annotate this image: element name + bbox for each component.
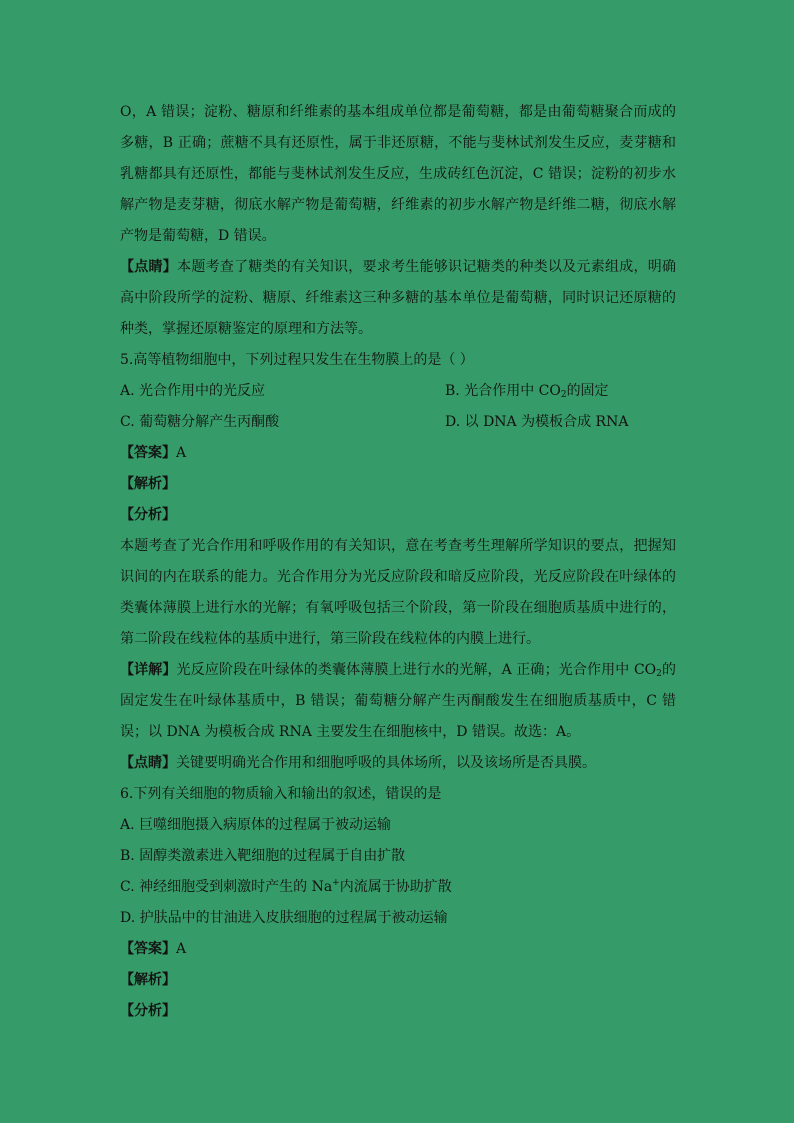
comment-text: 本题考查了糖类的有关知识，要求考生能够识记糖类的种类以及元素组成，明确高中阶段所学的淀粉、糖原、纤维素这三种多糖的基本单位是葡萄糖，同时识记还原糖的种类，掌握还原糖鉴定的原理和方法等。 [120, 259, 677, 337]
q4-explanation-paragraph: O，A 错误；淀粉、糖原和纤维素的基本组成单位都是葡萄糖，都是由葡萄糖聚合而成的多糖，B 正确；蔗糖不具有还原性，属于非还原糖，不能与斐林试剂发生反应，麦芽糖和乳糖都具有还原性，都能与斐林试剂发生反应，生成砖红色沉淀，C 错误；淀粉的初步水解产物是麦芽糖，彻底水解产物是葡萄糖，纤维素的初步水解产物是纤维二糖，彻底水解产物是葡萄糖，D 错误。 [120, 104, 676, 244]
q5-detail [120, 655, 676, 748]
q5-analysis-tag: 【解析】 [120, 476, 176, 492]
q5-fenxi-text: 本题考查了光合作用和呼吸作用的有关知识，意在考查考生理解所学知识的要点，把握知识间的内在联系的能力。光合作用分为光反应阶段和暗反应阶段，光反应阶段在叶绿体的类囊体薄膜上进行水的光解；有氧呼吸包括三个阶段，第一阶段在细胞质基质中进行的，第二阶段在线粒体的基质中进行，第三阶段在线粒体的内膜上进行。 [120, 538, 676, 647]
comment-tag: 【点睛】 [120, 755, 176, 771]
q5-options-row-2 [120, 407, 676, 438]
q6-option-c-tail: 内流属于协助扩散 [339, 879, 452, 895]
answer-value: A [176, 445, 187, 461]
q5-option-d: D. 以 DNA 为模板合成 RNA [445, 414, 629, 430]
document-content [120, 97, 676, 1027]
q4-comment [120, 252, 676, 345]
detail-text: 光反应阶段在叶绿体的类囊体薄膜上进行水的光解，A 正确；光合作用中 CO [176, 662, 657, 678]
superscript-plus: + [332, 878, 340, 888]
q6-answer [120, 934, 676, 965]
q5-fenxi-tag: 【分析】 [120, 507, 176, 523]
subscript-2: 2 [656, 669, 662, 679]
q5-options-row-1 [120, 376, 676, 407]
q5-option-b [445, 376, 676, 407]
detail-tag: 【详解】 [120, 662, 177, 678]
q6-analysis-tag: 【解析】 [120, 972, 176, 988]
q5-option-a: A. 光合作用中的光反应 [120, 383, 266, 399]
answer-value: A [176, 941, 187, 957]
q5-option-c: C. 葡萄糖分解产生丙酮酸 [120, 414, 280, 430]
q6-option-c-text: C. 神经细胞受到刺激时产生的 Na [120, 879, 333, 895]
q5-answer [120, 438, 676, 469]
q6-stem: 6.下列有关细胞的物质输入和输出的叙述，错误的是 [120, 786, 442, 802]
answer-tag: 【答案】 [120, 445, 176, 461]
q5-option-b-tail: 的固定 [566, 383, 609, 399]
q5-stem: 5.高等植物细胞中，下列过程只发生在生物膜上的是（ ） [120, 352, 474, 368]
comment-tag: 【点睛】 [120, 259, 178, 275]
q6-option-c [120, 872, 676, 903]
answer-tag: 【答案】 [120, 941, 176, 957]
q6-fenxi-tag: 【分析】 [120, 1003, 176, 1019]
comment-text: 关键要明确光合作用和细胞呼吸的具体场所，以及该场所是否具膜。 [176, 755, 596, 771]
q5-comment [120, 748, 676, 779]
q6-option-b: B. 固醇类激素进入靶细胞的过程属于自由扩散 [120, 848, 406, 864]
q6-option-d: D. 护肤品中的甘油进入皮肤细胞的过程属于被动运输 [120, 910, 448, 926]
subscript-2: 2 [560, 390, 567, 400]
q6-option-a: A. 巨噬细胞摄入病原体的过程属于被动运输 [120, 817, 392, 833]
q5-option-b-text: B. 光合作用中 CO [445, 383, 561, 399]
detail-text-tail: 的固定发生在叶绿体基质中，B 错误；葡萄糖分解产生丙酮酸发生在细胞质基质中，C 错误；以 DNA 为模板合成 RNA 主要发生在细胞核中，D 错误。故选：A。 [120, 662, 677, 740]
